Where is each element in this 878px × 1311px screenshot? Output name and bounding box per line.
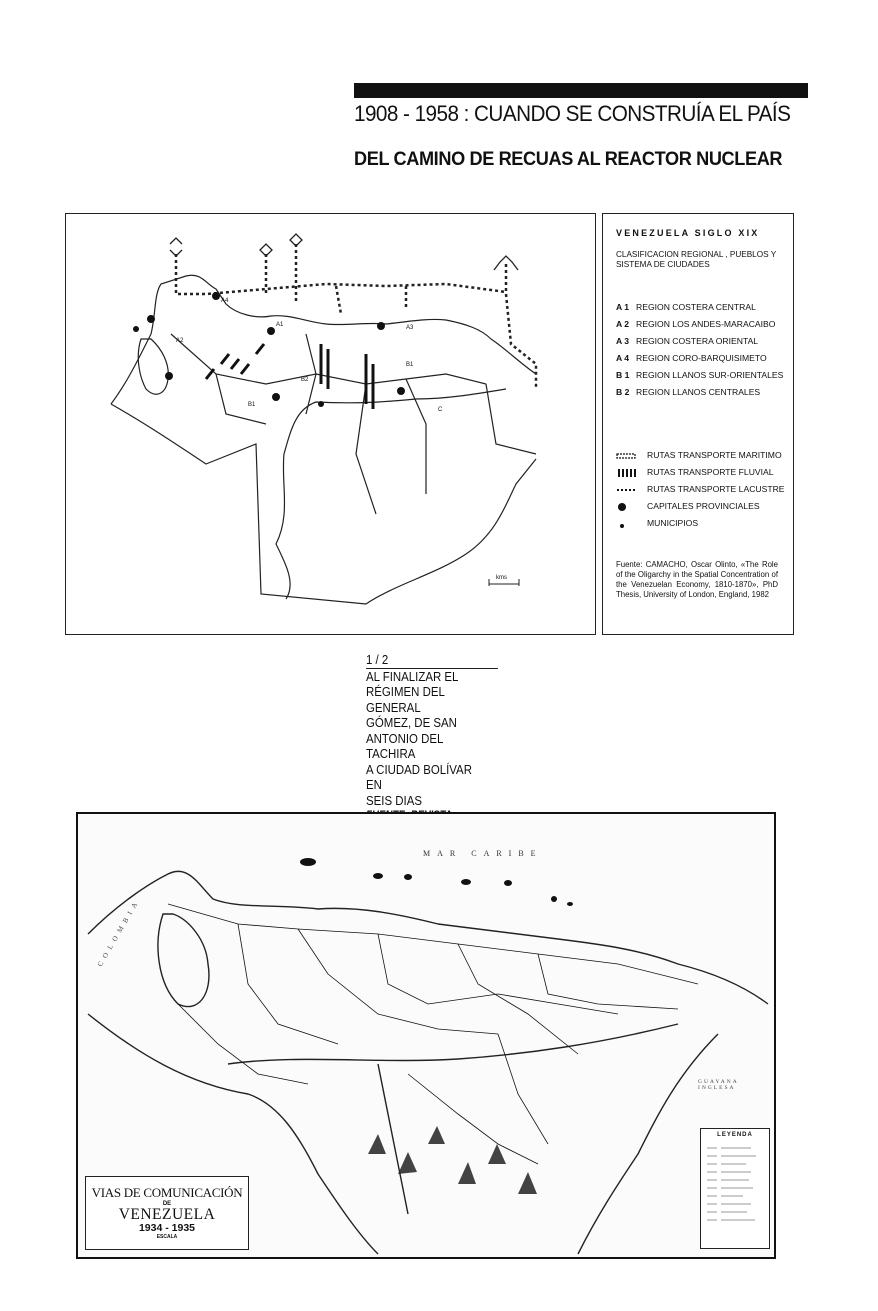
guayana-label: GUAYANA INGLESA — [698, 1079, 739, 1091]
maritime-route-icon — [616, 452, 636, 460]
map2-title-cartouche — [85, 1176, 249, 1250]
caption-line: AL FINALIZAR EL — [366, 668, 459, 684]
caption-line: ANTONIO DEL TACHIRA — [366, 730, 443, 761]
region-item: A 1 REGION COSTERA CENTRAL — [616, 302, 756, 312]
map2-years: 1934 - 1935 — [138, 1222, 196, 1234]
nineteenth-century-map — [65, 213, 596, 635]
region-label-c: C — [438, 407, 443, 413]
legend-subtitle: CLASIFICACION REGIONAL , PUEBLOS Y SISTEMA DE CIUDADES — [616, 250, 777, 269]
map2-title-b: VENEZUELA — [118, 1206, 216, 1223]
region-label-b2: B2 — [301, 377, 309, 383]
region-item: A 4 REGION CORO-BARQUISIMETO — [616, 353, 767, 363]
map2-title-de: DE — [162, 1201, 172, 1207]
river-route-icon — [616, 469, 636, 477]
header-rule — [354, 83, 808, 98]
page-subtitle: DEL CAMINO DE RECUAS AL REACTOR NUCLEAR — [354, 148, 783, 170]
region-item: A 2 REGION LOS ANDES-MARACAIBO — [616, 319, 776, 329]
symbol-item: CAPITALES PROVINCIALES — [616, 498, 792, 515]
scale-label: kms — [496, 575, 507, 581]
region-item: B 1 REGION LLANOS SUR-ORIENTALES — [616, 370, 784, 380]
legend-source: Fuente: CAMACHO, Oscar Olinto, «The Role of the Oligarchy in the Spatial Concentration of the Venezuelan Economy, 1810-1870», PhD Thesis, University of London, England, 1982 — [616, 560, 778, 600]
region-label-b1-east: B1 — [406, 362, 414, 368]
region-label-b1-west: B1 — [248, 402, 256, 408]
symbol-item: RUTAS TRANSPORTE LACUSTRE — [616, 481, 792, 498]
map2-legend-title: LEYENDA — [717, 1132, 753, 1138]
region-label-a3: A3 — [406, 325, 414, 331]
sea-label: MAR CARIBE — [423, 849, 543, 858]
caption-line: A CIUDAD BOLÍVAR EN — [366, 761, 472, 792]
caption-number: 1 / 2 — [366, 652, 498, 669]
map1-legend — [602, 213, 794, 635]
map2-legend — [700, 1128, 770, 1249]
municipality-dot-icon — [616, 520, 636, 528]
map2-scale: ESCALA — [156, 1234, 178, 1240]
colombia-label: COLOMBIA — [96, 897, 142, 968]
caption-line: SEIS DIAS — [366, 792, 422, 808]
symbol-item: MUNICIPIOS — [616, 515, 792, 532]
caption-line: RÉGIMEN DEL GENERAL — [366, 684, 445, 715]
symbol-item: RUTAS TRANSPORTE FLUVIAL — [616, 464, 792, 481]
region-list — [616, 302, 792, 404]
lake-route-icon — [616, 486, 636, 494]
legend-title: VENEZUELA SIGLO XIX — [616, 228, 760, 238]
symbol-list — [616, 447, 792, 532]
map1-drawing — [66, 214, 594, 633]
region-item: A 3 REGION COSTERA ORIENTAL — [616, 336, 759, 346]
map2-title-a: VIAS DE COMUNICACIÓN — [91, 1185, 243, 1200]
region-item: B 2 REGION LLANOS CENTRALES — [616, 387, 761, 397]
region-label-a1: A1 — [276, 322, 284, 328]
region-label-a4: A4 — [221, 298, 229, 304]
region-label-a2: A2 — [176, 338, 184, 344]
symbol-item: RUTAS TRANSPORTE MARITIMO — [616, 447, 792, 464]
caption-line: GÓMEZ, DE SAN — [366, 715, 457, 730]
page-title: 1908 - 1958 : CUANDO SE CONSTRUÍA EL PAÍS — [354, 101, 791, 126]
capital-dot-icon — [616, 503, 636, 511]
map2-legend-lines — [701, 1138, 767, 1238]
